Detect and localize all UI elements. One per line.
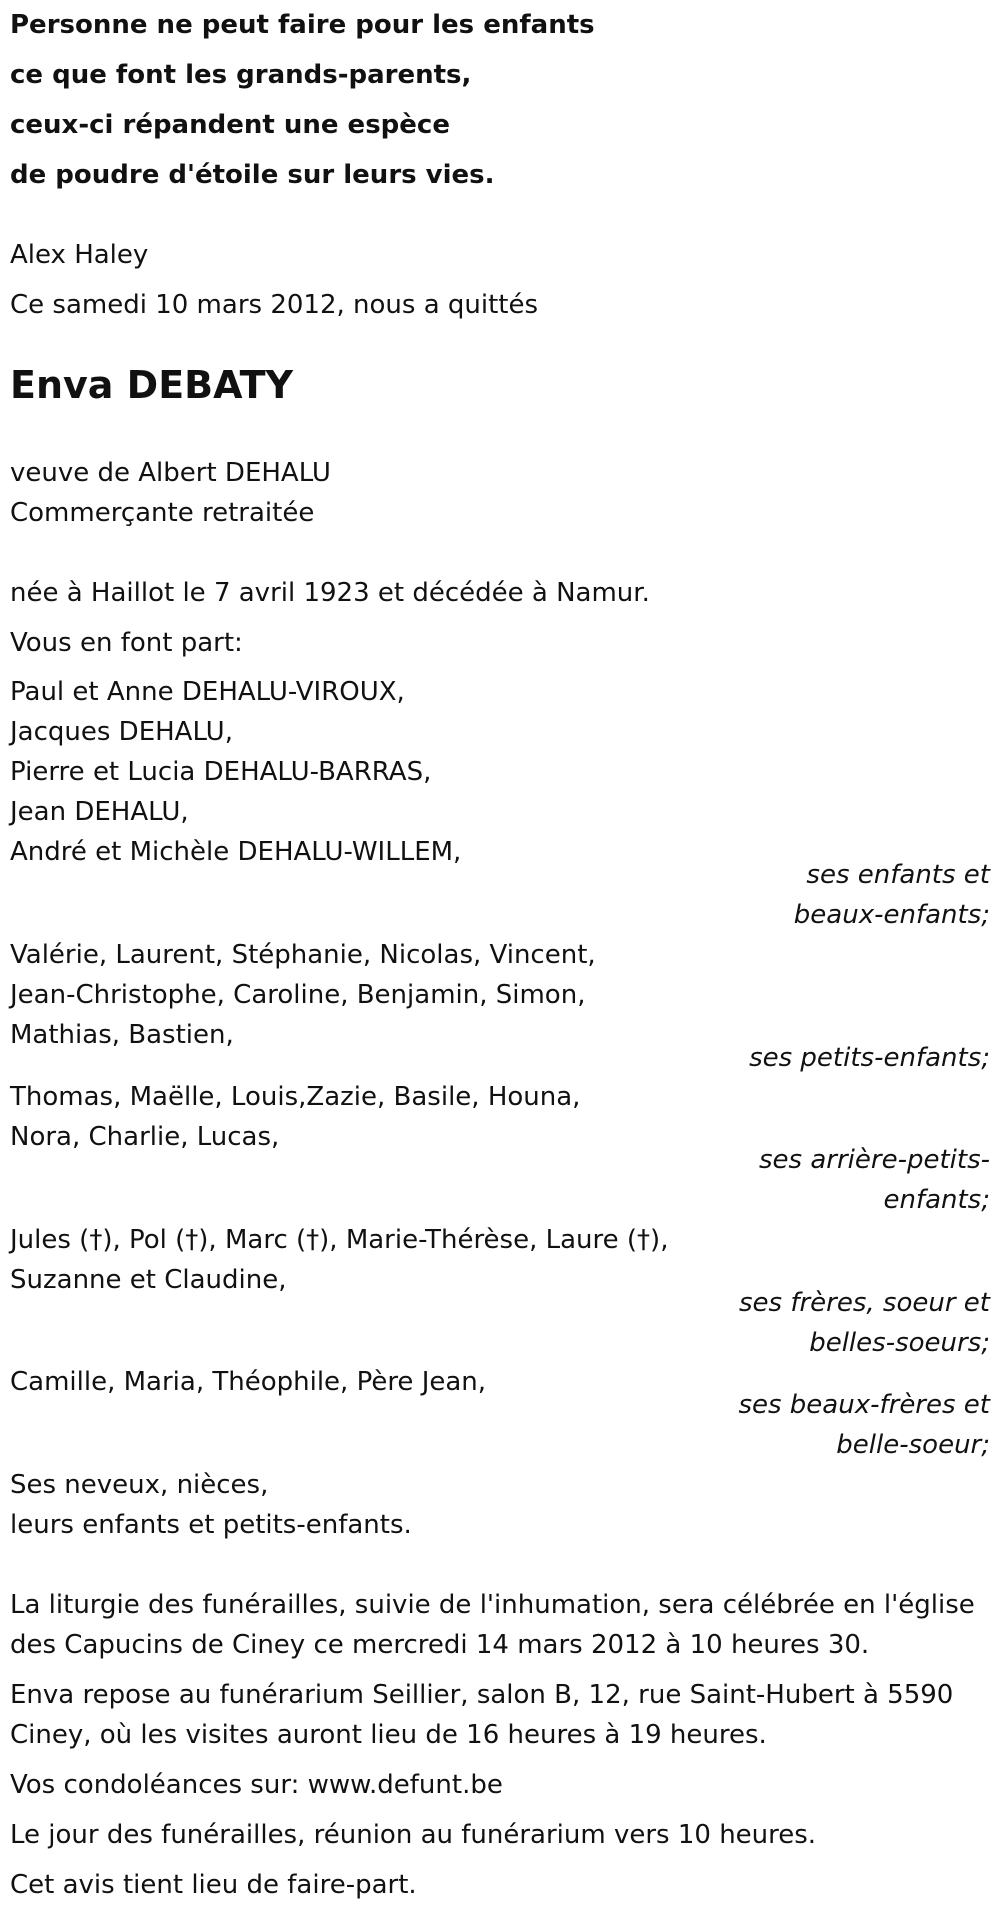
quote-line-3: ceux-ci répandent une espèce xyxy=(10,110,450,140)
others-line-1: Ses neveux, nièces, xyxy=(10,1470,269,1500)
birth-death: née à Haillot le 7 avril 1923 et décédée à Namur. xyxy=(10,578,650,608)
grandchildren-line-3: Mathias, Bastien, xyxy=(10,1020,234,1050)
siblings-role-2: belles-soeurs; xyxy=(809,1328,990,1358)
quote-line-4: de poudre d'étoile sur leurs vies. xyxy=(10,160,495,190)
children-role-1: ses enfants et xyxy=(806,860,990,890)
notice-text: Cet avis tient lieu de faire-part. xyxy=(10,1870,417,1900)
great-grandchildren-role-2: enfants; xyxy=(883,1185,990,1215)
in-laws-role-2: belle-soeur; xyxy=(836,1430,990,1460)
grandchildren-line-1: Valérie, Laurent, Stéphanie, Nicolas, Vincent, xyxy=(10,940,596,970)
in-laws-role-1: ses beaux-frères et xyxy=(738,1390,990,1420)
children-line-2: Jacques DEHALU, xyxy=(10,717,233,747)
deceased-name: Enva DEBATY xyxy=(10,363,294,407)
intro-text: Ce samedi 10 mars 2012, nous a quittés xyxy=(10,290,539,320)
funeral-line-1: La liturgie des funérailles, suivie de l'inhumation, sera célébrée en l'église xyxy=(10,1590,975,1620)
children-line-1: Paul et Anne DEHALU-VIROUX, xyxy=(10,677,405,707)
rest-line-1: Enva repose au funérarium Seillier, salon B, 12, rue Saint-Hubert à 5590 xyxy=(10,1680,954,1710)
grandchildren-line-2: Jean-Christophe, Caroline, Benjamin, Simon, xyxy=(10,980,586,1010)
children-line-5: André et Michèle DEHALU-WILLEM, xyxy=(10,837,462,867)
children-line-3: Pierre et Lucia DEHALU-BARRAS, xyxy=(10,757,432,787)
announce-text: Vous en font part: xyxy=(10,628,243,658)
quote-line-2: ce que font les grands-parents, xyxy=(10,60,472,90)
siblings-role-1: ses frères, soeur et xyxy=(738,1288,990,1318)
children-line-4: Jean DEHALU, xyxy=(10,797,189,827)
funeral-line-2: des Capucins de Ciney ce mercredi 14 mars 2012 à 10 heures 30. xyxy=(10,1630,870,1660)
condolences-text: Vos condoléances sur: www.defunt.be xyxy=(10,1770,503,1800)
rest-line-2: Ciney, où les visites auront lieu de 16 heures à 19 heures. xyxy=(10,1720,767,1750)
grandchildren-role: ses petits-enfants; xyxy=(749,1043,990,1073)
quote-author: Alex Haley xyxy=(10,240,149,270)
great-grandchildren-line-2: Nora, Charlie, Lucas, xyxy=(10,1122,280,1152)
great-grandchildren-role-1: ses arrière-petits- xyxy=(759,1145,990,1175)
siblings-line-1: Jules (†), Pol (†), Marc (†), Marie-Thérèse, Laure (†), xyxy=(10,1225,669,1255)
others-line-2: leurs enfants et petits-enfants. xyxy=(10,1510,412,1540)
quote-line-1: Personne ne peut faire pour les enfants xyxy=(10,10,595,40)
widow-of: veuve de Albert DEHALU xyxy=(10,458,331,488)
children-role-2: beaux-enfants; xyxy=(793,900,990,930)
occupation: Commerçante retraitée xyxy=(10,498,315,528)
great-grandchildren-line-1: Thomas, Maëlle, Louis,Zazie, Basile, Houna, xyxy=(10,1082,581,1112)
in-laws-line: Camille, Maria, Théophile, Père Jean, xyxy=(10,1367,487,1397)
siblings-line-2: Suzanne et Claudine, xyxy=(10,1265,287,1295)
meeting-text: Le jour des funérailles, réunion au funérarium vers 10 heures. xyxy=(10,1820,817,1850)
